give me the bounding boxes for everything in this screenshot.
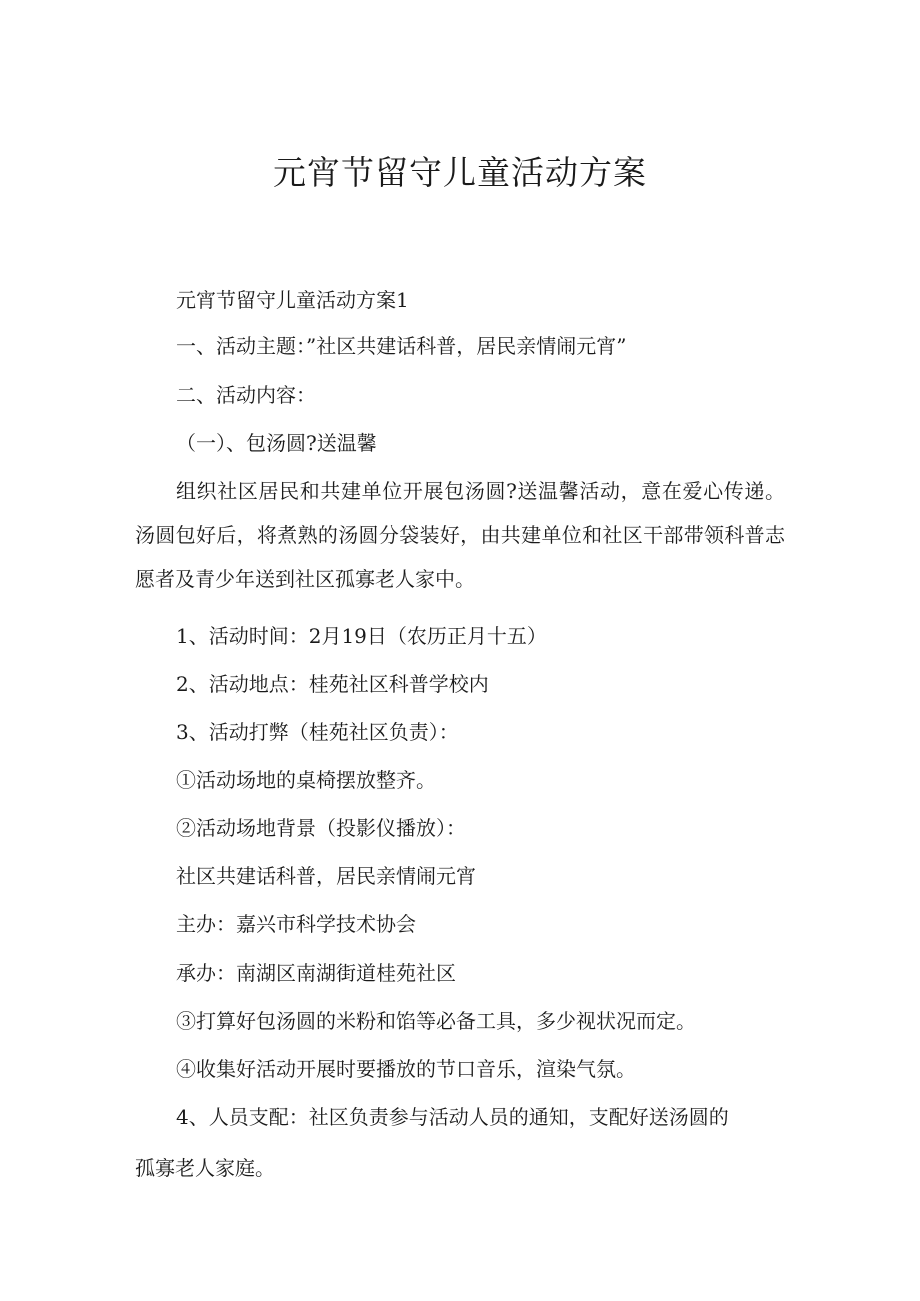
co-organizer-line: 承办：南湖区南湖街道桂苑社区 bbox=[176, 961, 456, 985]
section-content-heading: 二、活动内容： bbox=[176, 383, 316, 407]
sub-item-3: ③打算好包汤圆的米粉和馅等必备工具，多少视状况而定。 bbox=[176, 1009, 696, 1033]
item-preparation: 3、活动打弊（桂苑社区负责）： bbox=[176, 720, 459, 744]
item-time: 1、活动时间：2月19日（农历正月十五） bbox=[176, 624, 547, 648]
sub-item-1: ①活动场地的桌椅摆放整齐。 bbox=[176, 768, 436, 792]
item-staffing: 4、人员支配：社区负责参与活动人员的通知，支配好送汤圆的 bbox=[176, 1105, 729, 1129]
sub-item-4: ④收集好活动开展时要播放的节口音乐，渲染气氛。 bbox=[176, 1057, 636, 1081]
subsection-heading: （一）、包汤圆?送温馨 bbox=[176, 431, 377, 455]
activity-paragraph: 组织社区居民和共建单位开展包汤圆?送温馨活动，意在爱心传递。汤圆包好后，将煮熟的汤圆分袋装好，由共建单位和社区干部带领科普志愿者及青少年送到社区孤寡老人家中。 bbox=[135, 479, 785, 591]
backdrop-text: 社区共建话科普，居民亲情闹元宵 bbox=[176, 864, 476, 888]
sub-item-2: ②活动场地背景（投影仪播放）： bbox=[176, 816, 466, 840]
item-staffing-continued: 孤寡老人家庭。 bbox=[135, 1156, 275, 1180]
subtitle-line: 元宵节留守儿童活动方案1 bbox=[176, 288, 409, 312]
document-title: 元宵节留守儿童活动方案 bbox=[273, 153, 647, 192]
section-theme: 一、活动主题：”社区共建话科普，居民亲情闹元宵” bbox=[176, 334, 627, 358]
organizer-line: 主办：嘉兴市科学技术协会 bbox=[176, 912, 416, 936]
item-location: 2、活动地点：桂苑社区科普学校内 bbox=[176, 672, 489, 696]
